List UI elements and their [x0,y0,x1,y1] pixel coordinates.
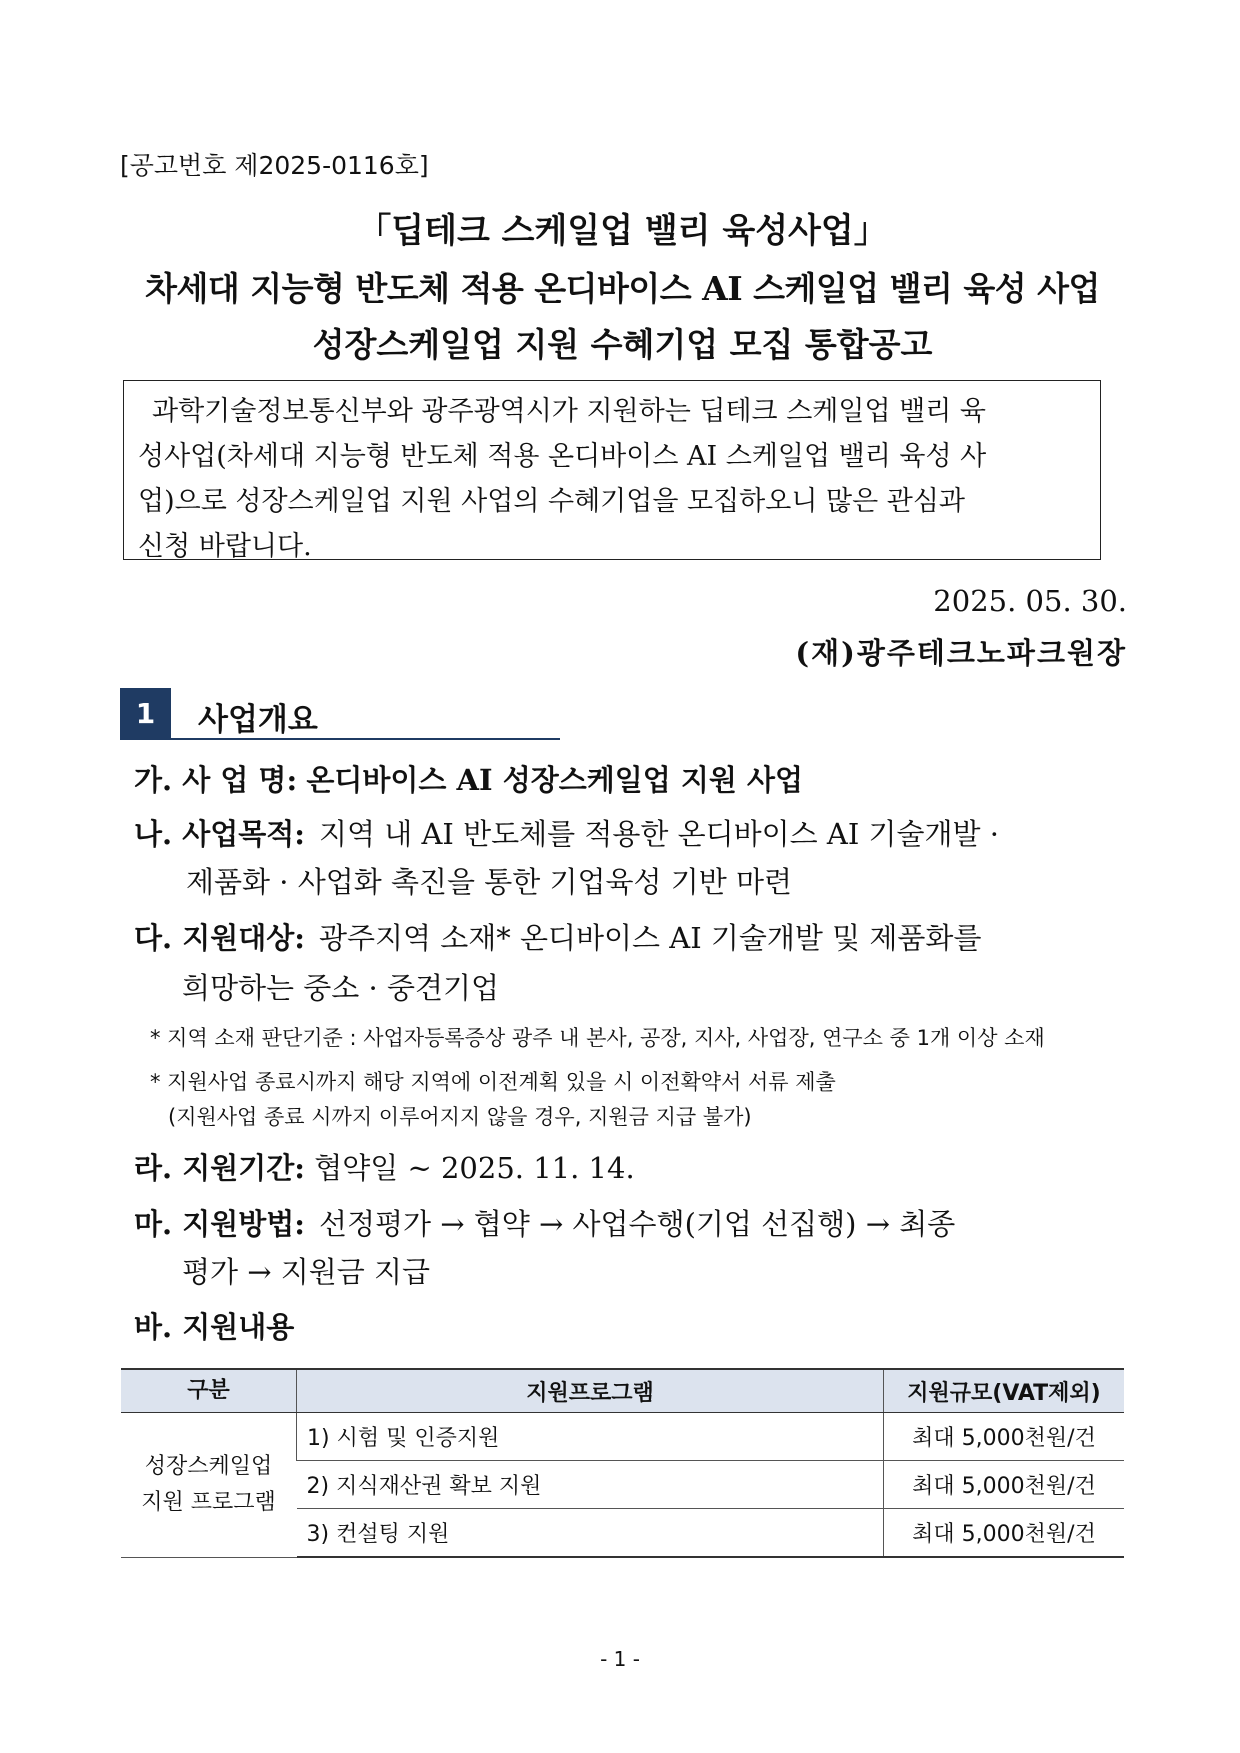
item-ma [134,1202,1122,1243]
category-cell [121,1413,297,1558]
item-na-cont: 제품화 · 사업화 촉진을 통한 기업육성 기반 마련 [186,865,793,899]
announcement-date: 2025. 05. 30. [933,584,1127,618]
organization-name: (재)광주테크노파크원장 [795,636,1127,670]
note-2: * 지원사업 종료시까지 해당 지역에 이전계획 있을 시 이전확약서 서류 제출 [150,1070,836,1094]
section-header [120,688,560,740]
section-title: 사업개요 [198,702,318,738]
scale-cell: 최대 5,000천원/건 [884,1509,1125,1558]
support-table [121,1368,1124,1558]
item-label: 나. 사업목적: [134,817,305,851]
item-text: 협약일 ~ 2025. 11. 14. [314,1151,635,1185]
item-text: 지역 내 AI 반도체를 적용한 온디바이스 AI 기술개발 · [318,817,999,851]
item-label: 마. 지원방법: [134,1207,305,1241]
intro-line: 업)으로 성장스케일업 지원 사업의 수혜기업을 모집하오니 많은 관심과 [138,486,965,517]
intro-box [123,380,1101,560]
program-cell: 2) 지식재산권 확보 지원 [297,1461,884,1509]
item-label: 라. 지원기간: [134,1151,305,1185]
table-header-row [121,1369,1124,1413]
category-line: 성장스케일업 [144,1453,273,1479]
intro-line: 성사업(차세대 지능형 반도체 적용 온디바이스 AI 스케일업 밸리 육성 사 [138,441,987,472]
item-ba [134,1305,294,1346]
header-program: 지원프로그램 [297,1369,884,1413]
title-line-3: 성장스케일업 지원 수혜기업 모집 통합공고 [312,325,933,364]
section-number: 1 [120,688,171,738]
category-line: 지원 프로그램 [141,1489,276,1515]
note-1: * 지역 소재 판단기준 : 사업자등록증상 광주 내 본사, 공장, 지사, 사업장, 연구소 중 1개 이상 소재 [150,1026,1045,1050]
scale-cell: 최대 5,000천원/건 [884,1461,1125,1509]
header-category: 구분 [121,1369,297,1413]
notice-number: [공고번호 제2025-0116호] [120,151,429,180]
program-cell: 3) 컨설팅 지원 [297,1509,884,1558]
title-line-2: 차세대 지능형 반도체 적용 온디바이스 AI 스케일업 밸리 육성 사업 [145,269,1100,308]
item-label: 가. 사 업 명: [134,763,298,797]
item-label: 다. 지원대상: [134,921,305,955]
page-number: - 1 - [600,1647,640,1671]
item-na [134,812,1122,853]
item-text: 광주지역 소재* 온디바이스 AI 기술개발 및 제품화를 [318,921,982,955]
program-cell: 1) 시험 및 인증지원 [297,1413,884,1461]
note-3: (지원사업 종료 시까지 이루어지지 않을 경우, 지원금 지급 불가) [168,1105,752,1129]
intro-line: 과학기술정보통신부와 광주광역시가 지원하는 딥테크 스케일업 밸리 육 [152,396,986,427]
item-label: 바. 지원내용 [134,1310,295,1344]
scale-cell: 최대 5,000천원/건 [884,1413,1125,1461]
item-ga [134,758,803,799]
title-line-1: 「딥테크 스케일업 밸리 육성사업」 [357,211,888,251]
item-da-cont: 희망하는 중소 · 중견기업 [182,971,500,1005]
item-ma-cont: 평가 → 지원금 지급 [182,1255,431,1289]
item-ra [134,1146,635,1187]
item-text: 온디바이스 AI 성장스케일업 지원 사업 [306,763,804,797]
item-da [134,916,1122,957]
header-scale: 지원규모(VAT제외) [884,1369,1125,1413]
intro-line: 신청 바랍니다. [138,531,312,562]
table-row [121,1413,1124,1461]
item-text: 선정평가 → 협약 → 사업수행(기업 선집행) → 최종 [318,1207,956,1241]
